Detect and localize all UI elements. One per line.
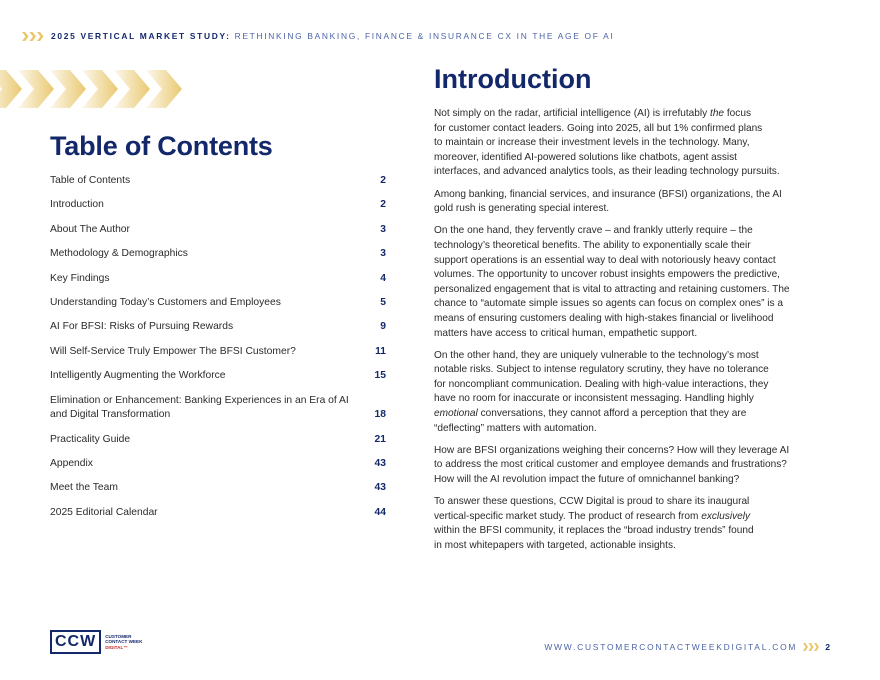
intro-emphasis: the [710,108,725,119]
chevrons-icon [22,32,44,41]
intro-emphasis: exclusively [701,510,751,522]
toc-item[interactable] [50,394,386,423]
intro-text: To answer these questions, CCW Digital is proud to share its inaugural vertical-specific market study. The product of research from [434,496,750,522]
toc-item-label: Practicality Guide [50,433,131,445]
intro-text: conversations, they cannot afford a perception that they are “deflecting” matters with automation. [434,408,747,434]
intro-title: Introduction [434,64,592,94]
intro-paragraph [434,107,814,180]
page-footer [544,641,830,653]
toc-item-page: 21 [374,433,386,445]
toc-item-label: Key Findings [50,272,110,284]
toc-item-page: 4 [380,272,386,284]
intro-paragraph: How are BFSI organizations weighing their concerns? How will they leverage AI to address the most critical customer and employee demands and frustrations? How will the AI revolution impact the future of omnichannel banking? [434,444,790,486]
intro-paragraph: Among banking, financial services, and insurance (BFSI) organizations, the AI gold rush is generating special interest. [434,188,782,215]
toc-item[interactable] [50,174,386,189]
page-header [22,30,614,42]
toc-item-page: 2 [380,199,386,211]
logo-line: DIGITAL™ [105,644,128,650]
intro-text: within the BFSI community, it replaces the “broad industry trends” found in most whitepapers with targeted, actionable insights. [434,525,754,551]
toc-item-label: AI For BFSI: Risks of Pursuing Rewards [50,321,234,333]
intro-text: On the other hand, they are uniquely vulnerable to the technology’s most notable risks. Subject to intense regulatory scrutiny, they have no tolerance for noncompliant communication. Dealing with high-value interactions, they have no room for inaccurate or inconsistent messaging. Handling highly [434,349,769,405]
intro-text: Not simply on the radar, artificial intelligence (AI) is irrefutably [434,108,711,119]
website-link[interactable]: WWW.CUSTOMERCONTACTWEEKDIGITAL.COM [544,642,798,652]
intro-text: focus for customer contact leaders. Going into 2025, all but 1% confirmed plans to maintain or increase their investment levels in the technology. Many, moreover, identified AI-powered solutions like chatbots, agent assist interfaces, and advanced analytics tools, as their leading technology pursuits. [434,108,780,178]
page-number: 2 [825,642,830,652]
study-label: 2025 VERTICAL MARKET STUDY: [51,31,231,41]
logo-line: CUSTOMER [105,634,132,640]
logo-mark: CCW [50,630,101,654]
logo-line: CONTACT WEEK [105,639,143,645]
toc-title: Table of Contents [50,131,273,161]
toc-item[interactable] [50,369,386,384]
toc-item[interactable] [50,457,386,472]
logo-wordmark [105,634,142,650]
chevrons-icon [803,643,819,651]
toc-item-label: 2025 Editorial Calendar [50,506,158,518]
toc-item-label: About The Author [50,223,130,235]
toc-item-label: Introduction [50,199,104,211]
toc-item-label: Intelligently Augmenting the Workforce [50,370,226,382]
toc-item-page: 9 [380,321,386,333]
ccw-logo[interactable] [50,630,142,654]
toc-item[interactable] [50,296,386,311]
toc-item-label: Methodology & Demographics [50,248,188,260]
toc-list [50,174,386,530]
toc-item-page: 2 [380,175,386,186]
toc-item[interactable] [50,198,386,213]
toc-item[interactable] [50,247,386,262]
toc-item-label: Appendix [50,457,93,469]
toc-item-label: Will Self-Service Truly Empower The BFSI Customer? [50,345,296,357]
toc-item-page: 15 [374,370,386,382]
toc-item-page: 5 [380,296,386,308]
toc-item-page: 44 [374,506,386,518]
toc-item-page: 11 [375,345,386,357]
toc-item-page: 3 [380,248,386,260]
toc-item-page: 18 [374,409,386,421]
toc-item-label: Table of Contents [50,175,131,186]
toc-item-label: Meet the Team [50,482,118,494]
intro-paragraph [434,495,814,553]
toc-item[interactable] [50,272,386,287]
toc-item-page: 43 [374,457,386,469]
toc-item[interactable] [50,433,386,448]
toc-item[interactable] [50,345,386,360]
toc-item-page: 43 [374,482,386,494]
decorative-chevrons-icon [0,70,190,108]
toc-item-label: Understanding Today’s Customers and Employees [50,296,281,308]
intro-paragraph [434,349,814,437]
intro-body [434,107,814,561]
intro-paragraph: On the one hand, they fervently crave – and frankly utterly require – the technology’s theoretical benefits. The ability to exponentially scale their support operations is an essential way to deal with notoriously heavy contact volumes. The opportunity to uncover robust insights empowers the predictive, personalized engagement that is vital to attracting and retaining customers. The chance to “automate simple issues so agents can focus on complex ones” is a means of ensuring customers dealing with high-stakes financial or livelihood matters have access to critical human, empathetic support. [434,225,790,339]
study-subtitle: RETHINKING BANKING, FINANCE & INSURANCE CX IN THE AGE OF AI [234,31,615,41]
toc-item[interactable] [50,223,386,238]
toc-item[interactable] [50,506,386,521]
toc-item-label: Elimination or Enhancement: Banking Experiences in an Era of AI and Digital Transformation [50,394,349,421]
toc-item[interactable] [50,481,386,496]
toc-item-page: 3 [380,223,386,235]
intro-emphasis: emotional [434,408,478,420]
toc-item[interactable] [50,320,386,335]
